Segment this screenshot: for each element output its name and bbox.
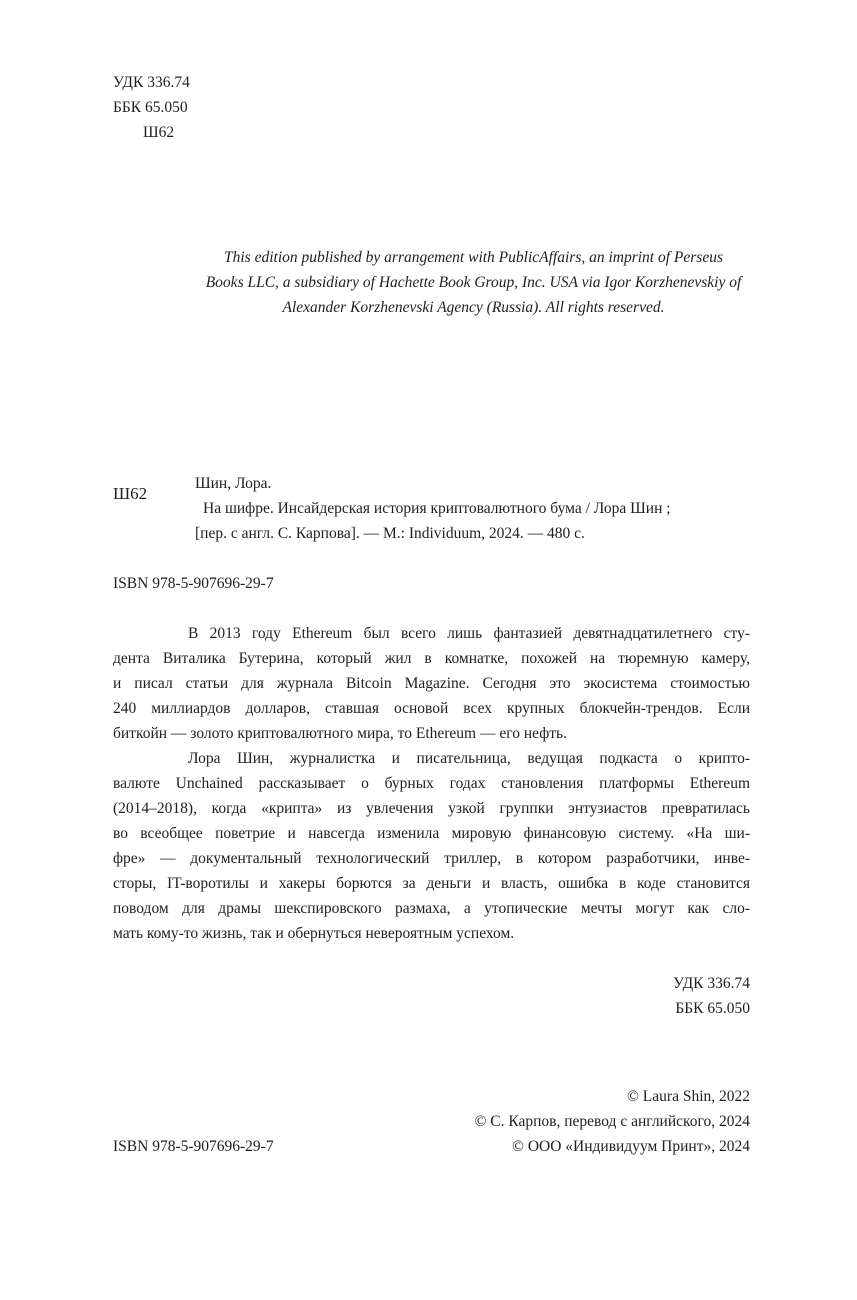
annotation-line: (2014–2018), когда «крипта» из увлечения узкой группки энтузиастов превратилась bbox=[113, 800, 750, 817]
annotation-line: дента Виталика Бутерина, который жил в комнатке, похожей на тюремную камеру, bbox=[113, 650, 750, 667]
author-sign: Ш62 bbox=[143, 124, 175, 141]
isbn-bottom: ISBN 978-5-907696-29-7 bbox=[113, 1138, 274, 1155]
copyright-line: © С. Карпов, перевод с английского, 2024 bbox=[474, 1113, 750, 1130]
annotation-line: мать кому-то жизнь, так и обернуться невероятным успехом. bbox=[113, 925, 515, 942]
udk-code: УДК 336.74 bbox=[113, 74, 190, 91]
rights-line: Alexander Korzhenevski Agency (Russia). All rights reserved. bbox=[282, 299, 665, 316]
top-classification-index bbox=[113, 70, 190, 145]
annotation-line: 240 миллиардов долларов, ставшая основой всех крупных блокчейн-трендов. Если bbox=[113, 700, 750, 717]
annotation-line: фре» — документальный технологический триллер, в котором разработчики, инве- bbox=[113, 850, 750, 867]
catalog-author-sign: Ш62 bbox=[113, 484, 148, 503]
biblio-title: На шифре. Инсайдерская история криптовалютного бума / Лора Шин ; bbox=[203, 500, 671, 517]
biblio-author: Шин, Лора. bbox=[195, 475, 272, 492]
bottom-classification-index bbox=[673, 971, 750, 1021]
rights-notice bbox=[190, 245, 757, 320]
annotation-line: биткойн — золото криптовалютного мира, то Ethereum — его нефть. bbox=[113, 725, 567, 742]
copyright-line: © Laura Shin, 2022 bbox=[627, 1088, 750, 1105]
bbk-code: ББК 65.050 bbox=[675, 1000, 750, 1017]
rights-line: This edition published by arrangement with PublicAffairs, an imprint of Perseus bbox=[224, 249, 723, 266]
bibliographic-record bbox=[195, 471, 755, 546]
annotation-line: сторы, IT-воротилы и хакеры борются за деньги и власть, ошибка в коде становится bbox=[113, 875, 750, 892]
annotation-line: во всеобщее поветрие и навсегда изменила мировую финансовую систему. «На ши- bbox=[113, 825, 750, 842]
annotation-line: поводом для драмы шекспировского размаха, а утопические мечты могут как сло- bbox=[113, 900, 750, 917]
bbk-code: ББК 65.050 bbox=[113, 99, 188, 116]
annotation-line: В 2013 году Ethereum был всего лишь фантазией девятнадцатилетнего сту- bbox=[188, 625, 750, 642]
udk-code: УДК 336.74 bbox=[673, 975, 750, 992]
copyright-block bbox=[475, 1084, 750, 1159]
isbn-top: ISBN 978-5-907696-29-7 bbox=[113, 575, 274, 592]
copyright-line: © ООО «Индивидуум Принт», 2024 bbox=[512, 1138, 750, 1155]
annotation-line: Лора Шин, журналистка и писательница, ведущая подкаста о крипто- bbox=[188, 750, 750, 767]
biblio-details: [пер. с англ. С. Карпова]. — М.: Individuum, 2024. — 480 с. bbox=[195, 525, 585, 542]
annotation-line: и писал статьи для журнала Bitcoin Magazine. Сегодня это экосистема стоимостью bbox=[113, 675, 750, 692]
rights-line: Books LLC, a subsidiary of Hachette Book Group, Inc. USA via Igor Korzhenevskiy of bbox=[205, 274, 742, 291]
annotation bbox=[113, 621, 750, 946]
annotation-line: валюте Unchained рассказывает о бурных годах становления платформы Ethereum bbox=[113, 775, 750, 792]
